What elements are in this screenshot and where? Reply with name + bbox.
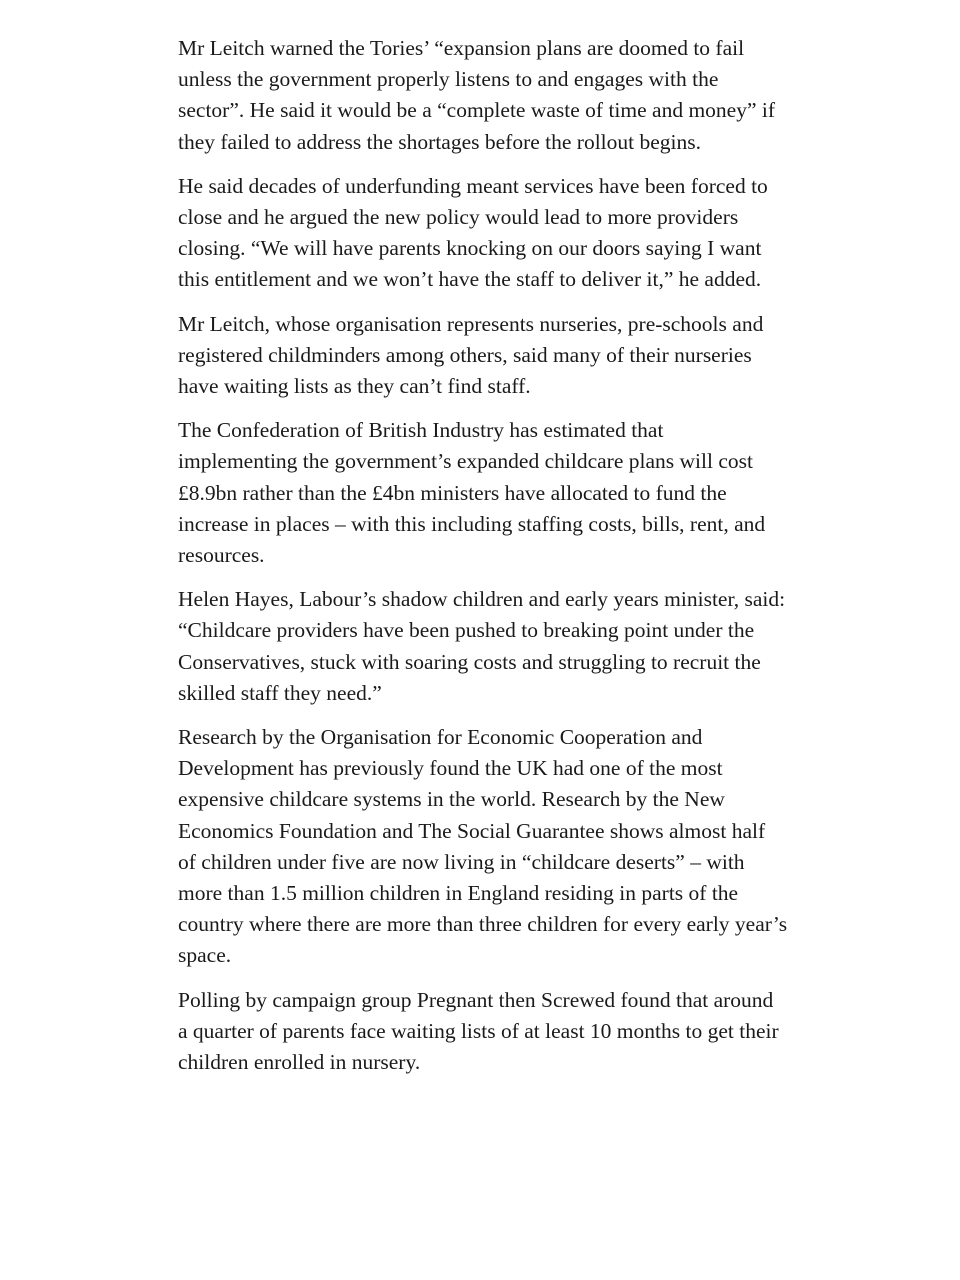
article-paragraph: Helen Hayes, Labour’s shadow children and early years minister, said: “Childcare providers have been pushed to breaking point under the Conservatives, stuck with soaring costs and struggling to recruit the skilled staff they need.” [178,587,786,705]
article-paragraph: Mr Leitch, whose organisation represents nurseries, pre-schools and registered childminders among others, said many of their nurseries have waiting lists as they can’t find staff. [178,311,764,399]
article-paragraph: The Confederation of British Industry has estimated that implementing the government’s expanded childcare plans will cost £8.9bn rather than the £4bn ministers have allocated to fund the increase in places – with this including staffing costs, bills, rent, and resources. [178,418,766,568]
article-body [178,33,788,1091]
article-paragraph: Mr Leitch warned the Tories’ “expansion plans are doomed to fail unless the government properly listens to and engages with the sector”. He said it would be a “complete waste of time and money” if they failed to address the shortages before the rollout begins. [178,36,776,154]
article-paragraph: Polling by campaign group Pregnant then Screwed found that around a quarter of parents face waiting lists of at least 10 months to get their children enrolled in nursery. [178,987,779,1075]
article-paragraph: He said decades of underfunding meant services have been forced to close and he argued the new policy would lead to more providers closing. “We will have parents knocking on our doors saying I want this entitlement and we won’t have the staff to deliver it,” he added. [178,173,768,292]
article-paragraph: Research by the Organisation for Economic Cooperation and Development has previously found the UK had one of the most expensive childcare systems in the world. Research by the New Economics Foundation and The Social Guarantee shows almost half of children under five are now living in “childcare deserts” – with more than 1.5 million children in England residing in parts of the country where there are more than three children for every early year’s space. [178,725,788,968]
